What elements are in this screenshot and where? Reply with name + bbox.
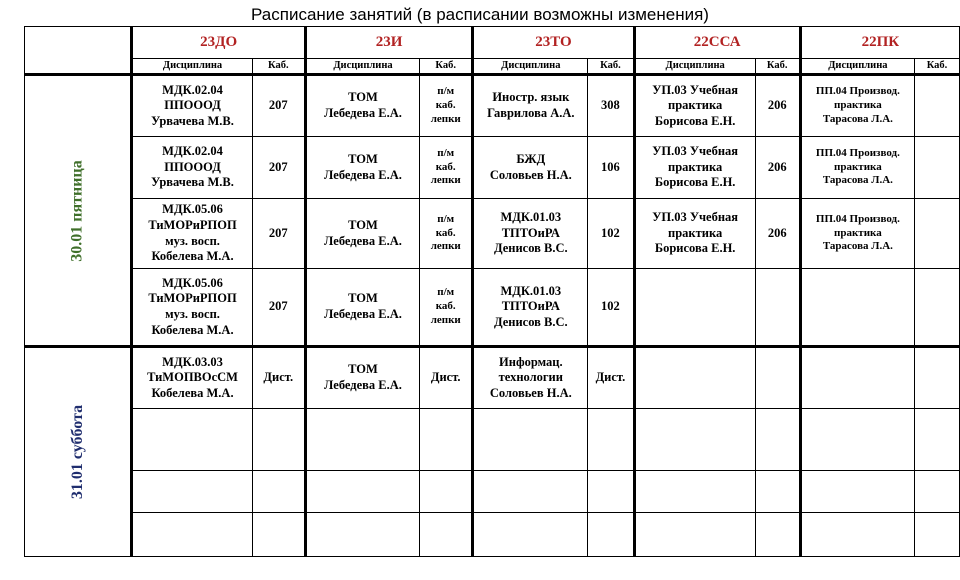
lesson-cell: Информац. технологии Соловьев Н.А. (473, 347, 588, 409)
lesson-cell: ПП.04 Производ. практика Тарасова Л.А. (800, 137, 914, 199)
room-cell (914, 409, 959, 471)
room-cell (420, 471, 473, 513)
lesson-cell (305, 471, 419, 513)
subheader-room: Каб. (420, 59, 473, 75)
room-cell (755, 347, 800, 409)
room-cell (755, 409, 800, 471)
room-cell: 206 (755, 137, 800, 199)
lesson-cell (132, 409, 252, 471)
day-label-saturday: 31.01 суббота (25, 347, 132, 557)
lesson-cell: МДК.01.03 ТПТОиРА Денисов В.С. (473, 269, 588, 347)
lesson-cell: МДК.02.04 ППОООД Урвачева М.В. (132, 137, 252, 199)
room-cell (914, 513, 959, 557)
room-cell: п/м каб. лепки (420, 137, 473, 199)
lesson-cell: ТОМ Лебедева Е.А. (305, 75, 419, 137)
subheader-discipline: Дисциплина (132, 59, 252, 75)
lesson-cell: УП.03 Учебная практика Борисова Е.Н. (634, 137, 755, 199)
schedule-row (25, 513, 960, 557)
lesson-cell: ТОМ Лебедева Е.А. (305, 347, 419, 409)
subheader-room: Каб. (914, 59, 959, 75)
room-cell (252, 471, 305, 513)
room-cell (588, 471, 634, 513)
lesson-cell: МДК.05.06 ТиМОРиРПОП муз. восп. Кобелева М.А. (132, 199, 252, 269)
room-cell: 206 (755, 75, 800, 137)
schedule-row (25, 269, 960, 347)
room-cell (914, 269, 959, 347)
room-cell (588, 513, 634, 557)
lesson-cell (132, 471, 252, 513)
subheader-discipline: Дисциплина (800, 59, 914, 75)
group-header-row (25, 27, 960, 59)
lesson-cell (473, 409, 588, 471)
lesson-cell (634, 409, 755, 471)
lesson-cell: УП.03 Учебная практика Борисова Е.Н. (634, 75, 755, 137)
room-cell (914, 471, 959, 513)
lesson-cell (800, 269, 914, 347)
subheader-discipline: Дисциплина (305, 59, 419, 75)
subheader-room: Каб. (252, 59, 305, 75)
room-cell (755, 471, 800, 513)
schedule-table (24, 26, 960, 557)
schedule-row (25, 471, 960, 513)
room-cell (914, 75, 959, 137)
room-cell (252, 409, 305, 471)
schedule-row (25, 409, 960, 471)
room-cell (420, 513, 473, 557)
room-cell: Дист. (588, 347, 634, 409)
group-header-23to: 23ТО (473, 27, 634, 59)
room-cell (588, 409, 634, 471)
lesson-cell: Иностр. язык Гаврилова А.А. (473, 75, 588, 137)
lesson-cell: БЖД Соловьев Н.А. (473, 137, 588, 199)
room-cell: 207 (252, 75, 305, 137)
lesson-cell: МДК.03.03 ТиМОПВОсСМ Кобелева М.А. (132, 347, 252, 409)
subheader-row (25, 59, 960, 75)
subheader-room: Каб. (755, 59, 800, 75)
day-label-friday: 30.01 пятница (25, 75, 132, 347)
subheader-room: Каб. (588, 59, 634, 75)
room-cell: 106 (588, 137, 634, 199)
room-cell (755, 269, 800, 347)
lesson-cell: МДК.05.06 ТиМОРиРПОП муз. восп. Кобелева М.А. (132, 269, 252, 347)
lesson-cell: УП.03 Учебная практика Борисова Е.Н. (634, 199, 755, 269)
schedule-row (25, 347, 960, 409)
lesson-cell: ПП.04 Производ. практика Тарасова Л.А. (800, 75, 914, 137)
lesson-cell (800, 513, 914, 557)
lesson-cell: МДК.01.03 ТПТОиРА Денисов В.С. (473, 199, 588, 269)
room-cell: 207 (252, 137, 305, 199)
lesson-cell: МДК.02.04 ППОООД Урвачева М.В. (132, 75, 252, 137)
room-cell: Дист. (252, 347, 305, 409)
lesson-cell (800, 347, 914, 409)
room-cell: 206 (755, 199, 800, 269)
group-header-23do: 23ДО (132, 27, 305, 59)
room-cell: п/м каб. лепки (420, 199, 473, 269)
lesson-cell: ПП.04 Производ. практика Тарасова Л.А. (800, 199, 914, 269)
room-cell (252, 513, 305, 557)
lesson-cell: ТОМ Лебедева Е.А. (305, 137, 419, 199)
corner-cell (25, 27, 132, 75)
group-header-22ssa: 22ССА (634, 27, 800, 59)
schedule-row (25, 75, 960, 137)
schedule-title: Расписание занятий (в расписании возможны изменения) (251, 5, 709, 24)
room-cell: 102 (588, 199, 634, 269)
lesson-cell (132, 513, 252, 557)
room-cell (420, 409, 473, 471)
room-cell (914, 137, 959, 199)
lesson-cell (634, 269, 755, 347)
room-cell (755, 513, 800, 557)
room-cell: п/м каб. лепки (420, 75, 473, 137)
subheader-discipline: Дисциплина (473, 59, 588, 75)
lesson-cell (634, 513, 755, 557)
room-cell (914, 347, 959, 409)
room-cell: 102 (588, 269, 634, 347)
lesson-cell (473, 471, 588, 513)
schedule-row (25, 199, 960, 269)
lesson-cell (305, 513, 419, 557)
room-cell: 207 (252, 199, 305, 269)
lesson-cell: ТОМ Лебедева Е.А. (305, 199, 419, 269)
lesson-cell (800, 409, 914, 471)
lesson-cell (634, 347, 755, 409)
lesson-cell (800, 471, 914, 513)
group-header-23i: 23И (305, 27, 472, 59)
room-cell (914, 199, 959, 269)
lesson-cell (305, 409, 419, 471)
lesson-cell (634, 471, 755, 513)
lesson-cell (473, 513, 588, 557)
group-header-22pk: 22ПК (800, 27, 959, 59)
room-cell: п/м каб. лепки (420, 269, 473, 347)
lesson-cell: ТОМ Лебедева Е.А. (305, 269, 419, 347)
schedule-row (25, 137, 960, 199)
room-cell: 207 (252, 269, 305, 347)
room-cell: Дист. (420, 347, 473, 409)
room-cell: 308 (588, 75, 634, 137)
subheader-discipline: Дисциплина (634, 59, 755, 75)
